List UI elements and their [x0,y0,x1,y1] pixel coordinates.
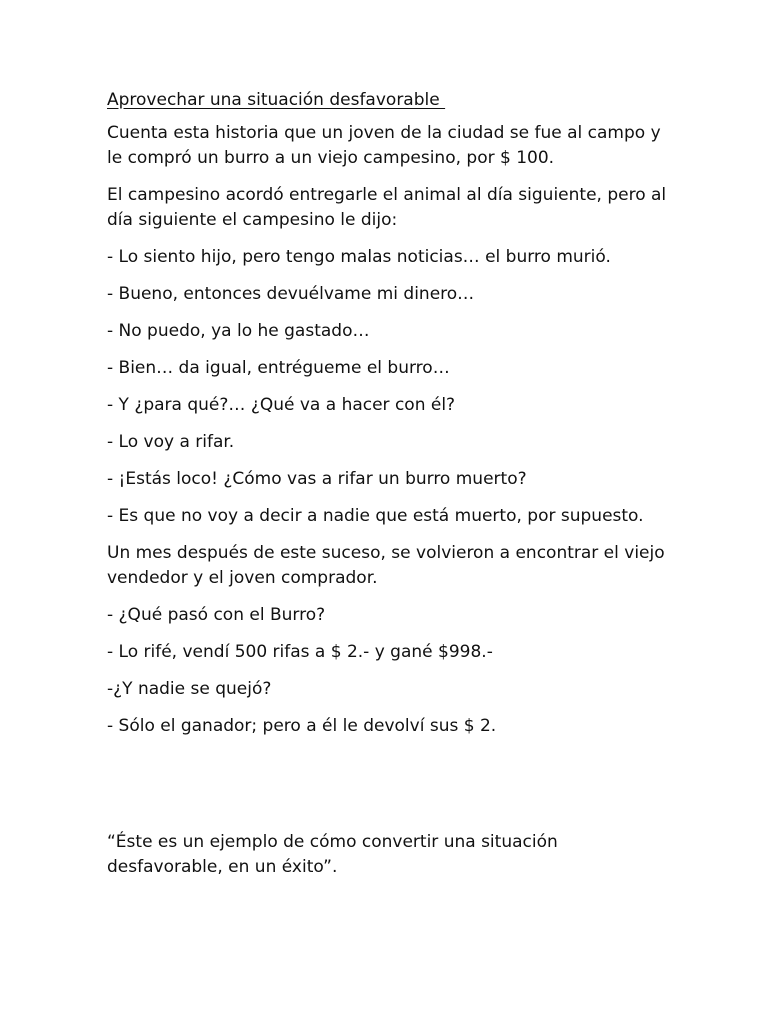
closing-quote: “Éste es un ejemplo de cómo convertir una situación desfavorable, en un éxito”. [107,832,558,877]
dialogue-line: - Lo siento hijo, pero tengo malas noticias… el burro murió. [107,247,611,267]
blank-space [107,751,667,830]
dialogue-line: - Lo voy a rifar. [107,432,235,452]
dialogue-line: - Es que no voy a decir a nadie que está muerto, por supuesto. [107,506,644,526]
dialogue-line: - Bueno, entonces devuélvame mi dinero… [107,284,475,304]
dialogue-line: - Lo rifé, vendí 500 rifas a $ 2.- y gané $998.- [107,642,493,662]
dialogue-line: - Bien… da igual, entrégueme el burro… [107,358,450,378]
paragraph-intro: Cuenta esta historia que un joven de la ciudad se fue al campo y le compró un burro a un viejo campesino, por $ 100. [107,123,661,168]
dialogue-line: - No puedo, ya lo he gastado… [107,321,370,341]
dialogue-line: - Y ¿para qué?… ¿Qué va a hacer con él? [107,395,456,415]
dialogue-line: - Sólo el ganador; pero a él le devolví sus $ 2. [107,716,497,736]
dialogue-line: - ¡Estás loco! ¿Cómo vas a rifar un burro muerto? [107,469,527,489]
paragraph-reunion: Un mes después de este suceso, se volvieron a encontrar el viejo vendedor y el joven comprador. [107,543,665,588]
document-title: Aprovechar una situación desfavorable [107,90,446,110]
dialogue-line: -¿Y nadie se quejó? [107,679,272,699]
paragraph-agreement: El campesino acordó entregarle el animal al día siguiente, pero al día siguiente el campesino le dijo: [107,185,667,230]
dialogue-line: - ¿Qué pasó con el Burro? [107,605,326,625]
document-page [107,88,667,892]
